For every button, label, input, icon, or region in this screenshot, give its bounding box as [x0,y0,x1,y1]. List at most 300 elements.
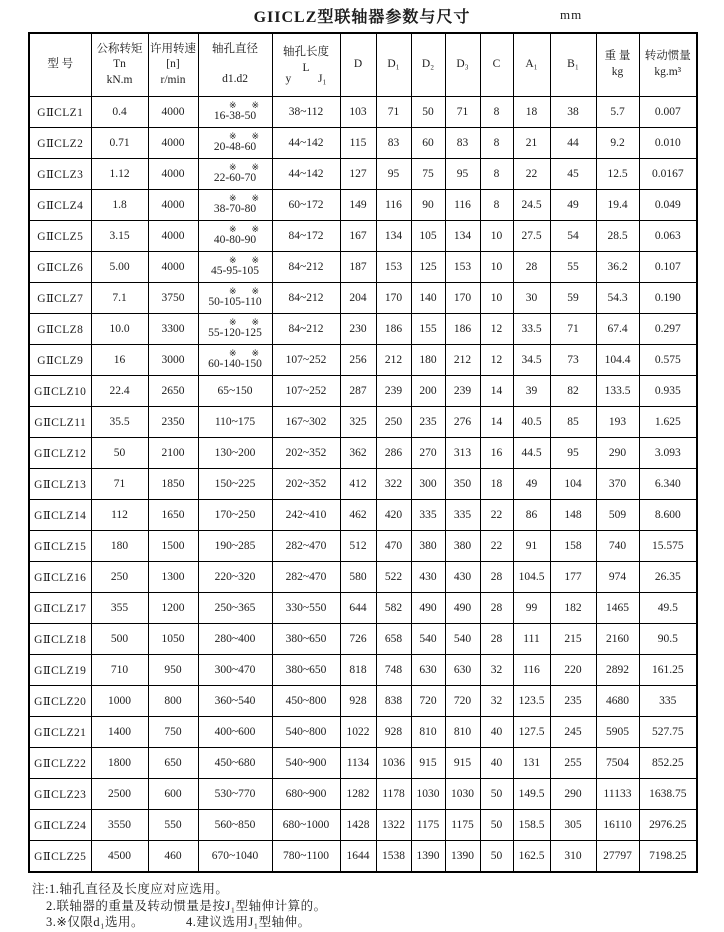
A1-cell: 28 [513,252,550,283]
bore-diameter-cell: 400~600 [198,717,272,748]
model-cell: GⅡCLZ10 [29,376,91,407]
C-cell: 40 [480,748,513,779]
C-cell: 12 [480,345,513,376]
D3-cell: 720 [445,686,480,717]
weight-cell: 5905 [596,717,639,748]
inertia-cell: 49.5 [639,593,697,624]
D1-cell: 170 [376,283,411,314]
table-body [29,97,697,873]
weight-cell: 193 [596,407,639,438]
table-row [29,655,697,686]
D-cell: 167 [340,221,376,252]
weight-cell: 104.4 [596,345,639,376]
D2-cell: 490 [411,593,445,624]
bore-length-cell: 242~410 [272,500,340,531]
bore-length-cell: 282~470 [272,531,340,562]
B1-cell: 38 [550,97,596,128]
torque-cell: 355 [91,593,148,624]
D2-cell: 270 [411,438,445,469]
D1-cell: 95 [376,159,411,190]
table-row [29,686,697,717]
D-cell: 512 [340,531,376,562]
header-row [29,33,697,97]
D-cell: 230 [340,314,376,345]
D1-cell: 838 [376,686,411,717]
bore-diameter-cell: ※ ※ 40-80-90 [198,221,272,252]
bore-length-cell: 680~900 [272,779,340,810]
inertia-cell: 0.0167 [639,159,697,190]
D-cell: 362 [340,438,376,469]
table-row [29,407,697,438]
torque-cell: 1800 [91,748,148,779]
star-marks: ※ ※ [228,348,260,359]
D1-cell: 239 [376,376,411,407]
speed-cell: 800 [148,686,198,717]
model-cell: GⅡCLZ15 [29,531,91,562]
A1-cell: 30 [513,283,550,314]
B1-cell: 235 [550,686,596,717]
D-cell: 187 [340,252,376,283]
C-cell: 50 [480,779,513,810]
D-cell: 462 [340,500,376,531]
speed-cell: 1650 [148,500,198,531]
bore-diameter-cell: 110~175 [198,407,272,438]
speed-cell: 2350 [148,407,198,438]
col-header-bore-length [272,33,340,97]
D1-cell: 186 [376,314,411,345]
bore-diameter-cell: ※ ※ 55-120-125 [198,314,272,345]
D1-cell: 928 [376,717,411,748]
model-cell: GⅡCLZ6 [29,252,91,283]
speed-cell: 1300 [148,562,198,593]
C-cell: 28 [480,593,513,624]
A1-cell: 99 [513,593,550,624]
bore-diameter-cell: 450~680 [198,748,272,779]
B1-cell: 59 [550,283,596,314]
D-cell: 1644 [340,841,376,873]
bore-diameter-cell: 560~850 [198,810,272,841]
C-cell: 50 [480,841,513,873]
D2-cell: 200 [411,376,445,407]
C-cell: 8 [480,190,513,221]
speed-cell: 550 [148,810,198,841]
inertia-cell: 0.935 [639,376,697,407]
table-row [29,221,697,252]
col-header-D2: D₂ [411,33,445,97]
torque-cell: 500 [91,624,148,655]
D1-cell: 748 [376,655,411,686]
B1-cell: 148 [550,500,596,531]
C-cell: 22 [480,531,513,562]
D-cell: 325 [340,407,376,438]
speed-cell: 950 [148,655,198,686]
bore-length-cell: 450~800 [272,686,340,717]
D3-cell: 630 [445,655,480,686]
D2-cell: 1175 [411,810,445,841]
C-cell: 32 [480,686,513,717]
inertia-cell: 0.190 [639,283,697,314]
torque-cell: 1400 [91,717,148,748]
D1-cell: 1322 [376,810,411,841]
weight-cell: 1465 [596,593,639,624]
D2-cell: 1030 [411,779,445,810]
weight-cell: 16110 [596,810,639,841]
model-cell: GⅡCLZ17 [29,593,91,624]
table-row [29,562,697,593]
C-cell: 28 [480,562,513,593]
D2-cell: 90 [411,190,445,221]
model-cell: GⅡCLZ14 [29,500,91,531]
star-marks: ※ ※ [228,286,260,297]
bore-length-cell: 44~142 [272,159,340,190]
model-cell: GⅡCLZ11 [29,407,91,438]
D2-cell: 335 [411,500,445,531]
unit-label: mm [560,7,583,22]
bore-length-label: 轴孔长度 [283,46,329,59]
bore-length-cell: 84~212 [272,314,340,345]
bore-length-cell: 84~212 [272,283,340,314]
D1-cell: 134 [376,221,411,252]
C-cell: 16 [480,438,513,469]
bore-diameter-cell: ※ ※ 50-105-110 [198,283,272,314]
torque-cell: 1.8 [91,190,148,221]
C-cell: 14 [480,376,513,407]
note-line-1: 注:1.轴孔直径及长度应对应选用。 [32,882,229,896]
D2-cell: 105 [411,221,445,252]
C-cell: 10 [480,252,513,283]
A1-cell: 162.5 [513,841,550,873]
col-header-D1: D₁ [376,33,411,97]
D1-cell: 116 [376,190,411,221]
D1-cell: 1178 [376,779,411,810]
bore-length-cell: 202~352 [272,469,340,500]
D2-cell: 60 [411,128,445,159]
D2-cell: 430 [411,562,445,593]
D-cell: 103 [340,97,376,128]
speed-cell: 4000 [148,97,198,128]
bore-length-cell: 330~550 [272,593,340,624]
A1-cell: 158.5 [513,810,550,841]
C-cell: 8 [480,97,513,128]
D1-cell: 522 [376,562,411,593]
table-row [29,593,697,624]
model-cell: GⅡCLZ22 [29,748,91,779]
table-row [29,252,697,283]
torque-cell: 22.4 [91,376,148,407]
inertia-cell: 0.107 [639,252,697,283]
D1-cell: 286 [376,438,411,469]
torque-cell: 1.12 [91,159,148,190]
A1-cell: 24.5 [513,190,550,221]
B1-cell: 310 [550,841,596,873]
star-marks: ※ ※ [228,162,260,173]
A1-cell: 22 [513,159,550,190]
speed-cell: 2650 [148,376,198,407]
D1-cell: 1036 [376,748,411,779]
weight-cell: 28.5 [596,221,639,252]
D3-cell: 276 [445,407,480,438]
C-cell: 8 [480,128,513,159]
note-line-2: 2.联轴器的重量及转动惯量是按J₁型轴伸计算的。 [46,898,327,913]
model-cell: GⅡCLZ20 [29,686,91,717]
D2-cell: 140 [411,283,445,314]
torque-cell: 710 [91,655,148,686]
torque-cell: 112 [91,500,148,531]
star-marks: ※ ※ [228,224,260,235]
D1-cell: 582 [376,593,411,624]
weight-cell: 133.5 [596,376,639,407]
weight-cell: 2160 [596,624,639,655]
table-row [29,438,697,469]
weight-cell: 12.5 [596,159,639,190]
bore-length-cell: 84~172 [272,221,340,252]
D3-cell: 810 [445,717,480,748]
notes-block [32,881,327,931]
speed-cell: 4000 [148,159,198,190]
D2-cell: 630 [411,655,445,686]
B1-cell: 55 [550,252,596,283]
speed-cell: 1500 [148,531,198,562]
B1-cell: 182 [550,593,596,624]
weight-cell: 974 [596,562,639,593]
B1-cell: 177 [550,562,596,593]
D-cell: 818 [340,655,376,686]
inertia-cell: 0.010 [639,128,697,159]
note-4: 4.建议选用J₁型轴伸。 [185,915,311,929]
inertia-cell: 15.575 [639,531,697,562]
weight-cell: 740 [596,531,639,562]
D2-cell: 125 [411,252,445,283]
B1-cell: 82 [550,376,596,407]
table-row [29,810,697,841]
torque-cell: 7.1 [91,283,148,314]
D-cell: 580 [340,562,376,593]
A1-cell: 49 [513,469,550,500]
bore-diameter-cell: 150~225 [198,469,272,500]
C-cell: 10 [480,221,513,252]
inertia-cell: 90.5 [639,624,697,655]
D-cell: 1428 [340,810,376,841]
B1-cell: 158 [550,531,596,562]
B1-cell: 49 [550,190,596,221]
D-cell: 127 [340,159,376,190]
weight-cell: 19.4 [596,190,639,221]
D3-cell: 186 [445,314,480,345]
D3-cell: 430 [445,562,480,593]
C-cell: 40 [480,717,513,748]
weight-cell: 27797 [596,841,639,873]
model-cell: GⅡCLZ18 [29,624,91,655]
star-marks: ※ ※ [228,255,260,266]
bore-diameter-cell: ※ ※ 45-95-105 [198,252,272,283]
bore-length-cell: 282~470 [272,562,340,593]
C-cell: 8 [480,159,513,190]
torque-cell: 4500 [91,841,148,873]
B1-cell: 305 [550,810,596,841]
bore-diameter-cell: ※ ※ 20-48-60 [198,128,272,159]
bore-diameter-cell: 670~1040 [198,841,272,873]
D3-cell: 153 [445,252,480,283]
D1-cell: 153 [376,252,411,283]
model-cell: GⅡCLZ21 [29,717,91,748]
A1-cell: 21 [513,128,550,159]
C-cell: 18 [480,469,513,500]
inertia-cell: 0.575 [639,345,697,376]
torque-cell: 16 [91,345,148,376]
D-cell: 204 [340,283,376,314]
inertia-cell: 1.625 [639,407,697,438]
D-cell: 287 [340,376,376,407]
A1-cell: 111 [513,624,550,655]
B1-cell: 245 [550,717,596,748]
bore-diameter-symbol: d1.d2 [222,73,248,85]
A1-cell: 44.5 [513,438,550,469]
D1-cell: 71 [376,97,411,128]
weight-cell: 7504 [596,748,639,779]
D2-cell: 180 [411,345,445,376]
D2-cell: 50 [411,97,445,128]
torque-cell: 3550 [91,810,148,841]
coupling-parameters-table [28,32,698,873]
weight-cell: 11133 [596,779,639,810]
D3-cell: 212 [445,345,480,376]
bore-length-cell: 60~172 [272,190,340,221]
weight-unit: kg [611,66,624,78]
speed-cell: 1850 [148,469,198,500]
model-cell: GⅡCLZ7 [29,283,91,314]
table-row [29,376,697,407]
bore-length-y-symbol: y [285,73,292,86]
torque-label: 公称转矩 [96,42,143,55]
B1-cell: 95 [550,438,596,469]
D2-cell: 235 [411,407,445,438]
bore-length-L-symbol: L [302,61,310,74]
inertia-cell: 335 [639,686,697,717]
A1-cell: 86 [513,500,550,531]
inertia-cell: 2976.25 [639,810,697,841]
table-row [29,500,697,531]
D3-cell: 335 [445,500,480,531]
C-cell: 14 [480,407,513,438]
speed-cell: 4000 [148,221,198,252]
D3-cell: 1175 [445,810,480,841]
bore-length-cell: 380~650 [272,624,340,655]
C-cell: 28 [480,624,513,655]
star-marks: ※ ※ [228,193,260,204]
D3-cell: 350 [445,469,480,500]
speed-cell: 4000 [148,190,198,221]
bore-diameter-cell: 170~250 [198,500,272,531]
weight-cell: 9.2 [596,128,639,159]
speed-symbol: [n] [166,58,180,71]
D-cell: 256 [340,345,376,376]
inertia-label: 转动惯量 [644,50,691,63]
bore-diameter-cell: ※ ※ 60-140-150 [198,345,272,376]
A1-cell: 91 [513,531,550,562]
D2-cell: 810 [411,717,445,748]
inertia-cell: 852.25 [639,748,697,779]
torque-cell: 3.15 [91,221,148,252]
B1-cell: 290 [550,779,596,810]
A1-cell: 127.5 [513,717,550,748]
inertia-unit: kg.m³ [654,66,682,78]
bore-diameter-cell: 530~770 [198,779,272,810]
D-cell: 149 [340,190,376,221]
torque-cell: 10.0 [91,314,148,345]
A1-cell: 116 [513,655,550,686]
torque-cell: 2500 [91,779,148,810]
inertia-cell: 7198.25 [639,841,697,873]
bore-length-cell: 107~252 [272,376,340,407]
B1-cell: 44 [550,128,596,159]
C-cell: 22 [480,500,513,531]
bore-length-cell: 680~1000 [272,810,340,841]
torque-cell: 35.5 [91,407,148,438]
model-cell: GⅡCLZ24 [29,810,91,841]
col-header-A1: A₁ [513,33,550,97]
torque-cell: 71 [91,469,148,500]
model-cell: GⅡCLZ8 [29,314,91,345]
D1-cell: 658 [376,624,411,655]
D-cell: 1022 [340,717,376,748]
inertia-cell: 3.093 [639,438,697,469]
table-row [29,128,697,159]
C-cell: 50 [480,810,513,841]
bore-diameter-cell: 190~285 [198,531,272,562]
D3-cell: 134 [445,221,480,252]
speed-cell: 460 [148,841,198,873]
col-header-bore-diameter [198,33,272,97]
bore-length-j1-symbol: J₁ [318,73,327,86]
D-cell: 726 [340,624,376,655]
A1-cell: 33.5 [513,314,550,345]
D3-cell: 83 [445,128,480,159]
speed-cell: 1200 [148,593,198,624]
page-title: GIICLZ型联轴器参数与尺寸 [253,9,471,26]
A1-cell: 40.5 [513,407,550,438]
note-3: 3.※仅限d₁选用。 [46,915,144,929]
model-cell: GⅡCLZ23 [29,779,91,810]
table-row [29,531,697,562]
bore-diameter-cell: ※ ※ 16-38-50 [198,97,272,128]
table-row [29,314,697,345]
col-header-D: D [340,33,376,97]
speed-cell: 1050 [148,624,198,655]
model-cell: GⅡCLZ3 [29,159,91,190]
model-cell: GⅡCLZ16 [29,562,91,593]
model-cell: GⅡCLZ1 [29,97,91,128]
B1-cell: 73 [550,345,596,376]
B1-cell: 85 [550,407,596,438]
torque-unit: kN.m [106,73,133,86]
D3-cell: 490 [445,593,480,624]
col-header-weight [596,33,639,97]
speed-cell: 3000 [148,345,198,376]
model-cell: GⅡCLZ25 [29,841,91,873]
bore-diameter-cell: 130~200 [198,438,272,469]
D-cell: 1134 [340,748,376,779]
table-row [29,97,697,128]
inertia-cell: 6.340 [639,469,697,500]
B1-cell: 215 [550,624,596,655]
inertia-cell: 0.007 [639,97,697,128]
table-row [29,841,697,873]
weight-cell: 509 [596,500,639,531]
col-header-B1: B₁ [550,33,596,97]
speed-cell: 750 [148,717,198,748]
D-cell: 928 [340,686,376,717]
A1-cell: 18 [513,97,550,128]
